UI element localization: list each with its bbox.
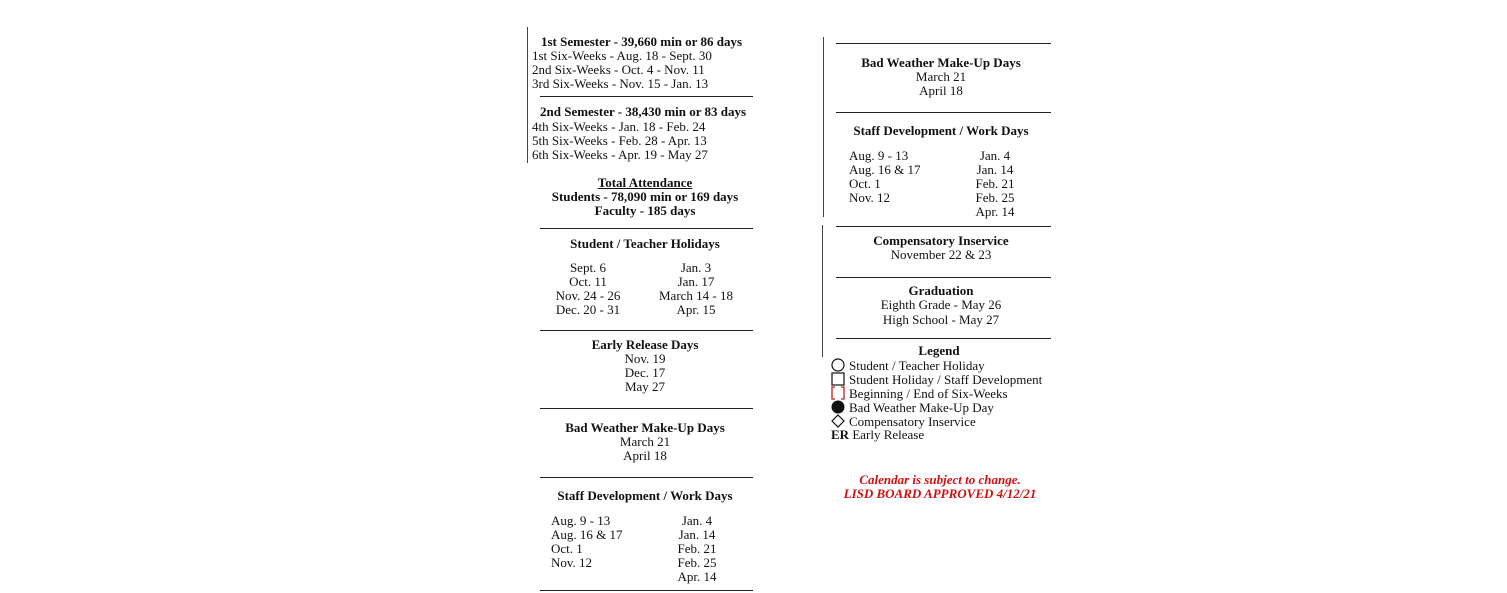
holiday-date: Dec. 20 - 31: [555, 302, 621, 317]
weather-date: April 18: [919, 83, 963, 98]
weather-title: Bad Weather Make-Up Days: [565, 420, 725, 435]
staff-dev-date: Aug. 16 & 17: [551, 527, 623, 542]
weather-date: April 18: [623, 448, 667, 463]
attendance-faculty: Faculty - 185 days: [594, 203, 696, 218]
divider: [540, 228, 753, 229]
six-weeks-4: 4th Six-Weeks - Jan. 18 - Feb. 24: [532, 119, 706, 134]
early-release-code: ER: [831, 427, 850, 442]
weather-date: March 21: [915, 69, 967, 84]
square-icon: [831, 372, 845, 386]
six-weeks-1: 1st Six-Weeks - Aug. 18 - Sept. 30: [532, 48, 712, 63]
legend-item-staff-dev: [831, 372, 1042, 387]
semester-2-title: 2nd Semester - 38,430 min or 83 days: [540, 104, 747, 119]
staff-dev-date: Aug. 16 & 17: [849, 162, 921, 177]
staff-dev-date: Feb. 25: [975, 190, 1015, 205]
diamond-icon: [831, 414, 845, 428]
staff-dev-date: Oct. 1: [849, 176, 881, 191]
holiday-date: Apr. 15: [676, 302, 716, 317]
holiday-date: Jan. 3: [680, 260, 712, 275]
divider: [540, 330, 753, 331]
right-column-border-top: [823, 37, 824, 217]
holidays-title: Student / Teacher Holidays: [570, 236, 720, 251]
six-weeks-5: 5th Six-Weeks - Feb. 28 - Apr. 13: [532, 133, 707, 148]
attendance-students: Students - 78,090 min or 169 days: [551, 189, 739, 204]
legend-label: Student Holiday / Staff Development: [849, 372, 1043, 387]
staff-dev-date: Oct. 1: [551, 541, 583, 556]
staff-dev-date: Aug. 9 - 13: [849, 148, 909, 163]
inservice-title: Compensatory Inservice: [873, 233, 1009, 248]
holiday-date: March 14 - 18: [658, 288, 733, 303]
staff-dev-date: Jan. 4: [681, 513, 713, 528]
staff-dev-date: Aug. 9 - 13: [551, 513, 611, 528]
early-release-title: Early Release Days: [591, 337, 699, 352]
left-column-border: [527, 27, 528, 163]
bracket-icon: [831, 386, 845, 400]
divider: [836, 338, 1051, 339]
staff-dev-date: Jan. 14: [678, 527, 716, 542]
divider: [836, 277, 1051, 278]
early-release-date: Dec. 17: [624, 365, 666, 380]
graduation-date: Eighth Grade - May 26: [880, 297, 1002, 312]
staff-dev-date: Jan. 14: [976, 162, 1014, 177]
inservice-date: November 22 & 23: [890, 247, 992, 262]
staff-dev-date: Feb. 25: [677, 555, 717, 570]
divider: [836, 43, 1051, 44]
staff-dev-date: Jan. 4: [979, 148, 1011, 163]
legend-label: Beginning / End of Six-Weeks: [849, 386, 1008, 401]
circle-icon: [831, 358, 845, 372]
early-release-date: Nov. 19: [624, 351, 666, 366]
six-weeks-6: 6th Six-Weeks - Apr. 19 - May 27: [532, 147, 708, 162]
staff-dev-date: Feb. 21: [975, 176, 1015, 191]
notice-change: Calendar is subject to change.: [859, 472, 1021, 487]
holiday-date: Sept. 6: [569, 260, 607, 275]
staff-dev-title: Staff Development / Work Days: [853, 123, 1029, 138]
staff-dev-date: Feb. 21: [677, 541, 717, 556]
six-weeks-2: 2nd Six-Weeks - Oct. 4 - Nov. 11: [532, 62, 705, 77]
graduation-title: Graduation: [908, 283, 974, 298]
notice-approved: LISD BOARD APPROVED 4/12/21: [843, 486, 1037, 501]
weather-title: Bad Weather Make-Up Days: [861, 55, 1021, 70]
legend-item-early-release: [831, 428, 924, 442]
right-column-border-bottom: [822, 225, 823, 357]
graduation-date: High School - May 27: [882, 312, 1000, 327]
divider: [836, 112, 1051, 113]
divider: [540, 477, 753, 478]
attendance-title: Total Attendance: [597, 175, 693, 190]
legend-label: Bad Weather Make-Up Day: [849, 400, 994, 415]
staff-dev-date: Nov. 12: [551, 555, 593, 570]
semester-1-title: 1st Semester - 39,660 min or 86 days: [541, 34, 743, 49]
legend-item-holiday: [831, 358, 985, 373]
legend-label: Compensatory Inservice: [849, 414, 976, 429]
legend-label: Student / Teacher Holiday: [849, 358, 985, 373]
staff-dev-title: Staff Development / Work Days: [557, 488, 733, 503]
staff-dev-date: Apr. 14: [975, 204, 1015, 219]
holiday-date: Oct. 11: [569, 274, 607, 289]
legend-item-six-weeks: [831, 386, 1008, 401]
legend-label: Early Release: [852, 427, 925, 442]
filled-circle-icon: [831, 400, 845, 414]
divider: [540, 408, 753, 409]
staff-dev-date: Nov. 12: [849, 190, 891, 205]
holiday-date: Nov. 24 - 26: [555, 288, 621, 303]
divider: [540, 590, 753, 591]
holiday-date: Jan. 17: [677, 274, 715, 289]
legend-item-weather: [831, 400, 994, 415]
legend-title: Legend: [918, 343, 960, 358]
divider: [836, 226, 1051, 227]
staff-dev-date: Apr. 14: [677, 569, 717, 584]
weather-date: March 21: [619, 434, 671, 449]
six-weeks-3: 3rd Six-Weeks - Nov. 15 - Jan. 13: [532, 76, 709, 91]
divider: [540, 96, 753, 97]
early-release-date: May 27: [624, 379, 666, 394]
